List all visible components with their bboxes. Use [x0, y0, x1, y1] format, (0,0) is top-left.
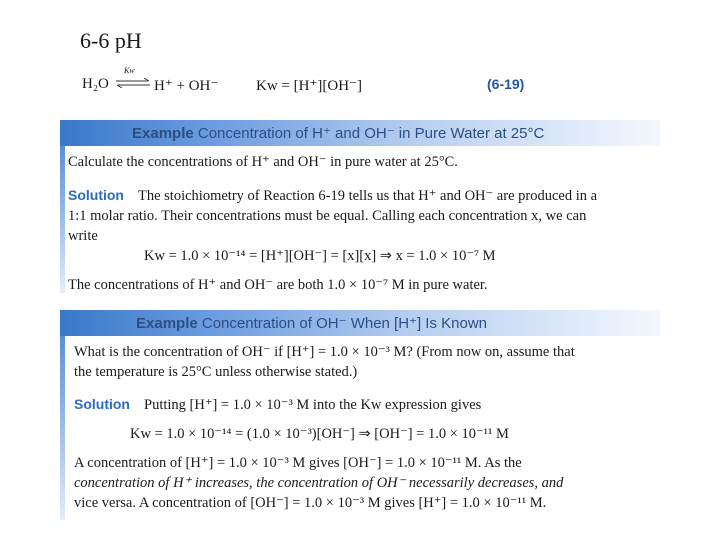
example-label: Example: [132, 125, 194, 142]
example-heading: Concentration of OH⁻ When [H⁺] Is Known: [201, 315, 487, 332]
example-question: What is the concentration of OH⁻ if [H⁺] = 1.0 × 10⁻³ M? (From now on, assume that: [74, 344, 575, 360]
example-question: Calculate the concentrations of H⁺ and OH⁻ in pure water at 25°C.: [68, 154, 458, 170]
example-box-2: [60, 310, 660, 520]
example-question: the temperature is 25°C unless otherwise stated.): [74, 364, 358, 380]
solution-line: write: [68, 228, 98, 244]
solution-label: Solution: [68, 187, 124, 203]
solution-line: 1:1 molar ratio. Their concentrations must be equal. Calling each concentration x, we can: [68, 208, 587, 224]
example-title: [132, 124, 544, 142]
example-box-1: [60, 120, 660, 293]
equation-number: (6-19): [487, 76, 525, 92]
kw-expression: Kw = [H⁺][OH⁻]: [256, 78, 362, 94]
example-heading: Concentration of H⁺ and OH⁻ in Pure Water at 25°C: [197, 125, 545, 142]
example-conclusion: concentration of H⁺ increases, the concentration of OH⁻ necessarily decreases, and: [74, 475, 564, 491]
solution-equation: Kw = 1.0 × 10⁻¹⁴ = (1.0 × 10⁻³)[OH⁻] ⇒ [OH⁻] = 1.0 × 10⁻¹¹ M: [130, 426, 509, 442]
solution-label: Solution: [74, 396, 130, 412]
solution-line: The stoichiometry of Reaction 6-19 tells us that H⁺ and OH⁻ are produced in a: [138, 188, 598, 204]
example-conclusion: The concentrations of H⁺ and OH⁻ are both 1.0 × 10⁻⁷ M in pure water.: [68, 277, 488, 293]
example-title: [136, 314, 487, 332]
equilibrium-arrow-icon: [114, 66, 152, 92]
example-conclusion: vice versa. A concentration of [OH⁻] = 1.0 × 10⁻³ M gives [H⁺] = 1.0 × 10⁻¹¹ M.: [74, 495, 547, 511]
slide-title: 6-6 pH: [80, 28, 142, 53]
example-side-bar: [60, 336, 65, 520]
example-side-bar: [60, 146, 65, 293]
example-label: Example: [136, 315, 198, 332]
solution-line: Putting [H⁺] = 1.0 × 10⁻³ M into the Kw expression gives: [144, 397, 482, 413]
reactant: H₂O: [82, 76, 109, 92]
products: H⁺ + OH⁻: [154, 78, 219, 94]
solution-equation: Kw = 1.0 × 10⁻¹⁴ = [H⁺][OH⁻] = [x][x] ⇒ x = 1.0 × 10⁻⁷ M: [144, 248, 496, 264]
example-conclusion: A concentration of [H⁺] = 1.0 × 10⁻³ M gives [OH⁻] = 1.0 × 10⁻¹¹ M. As the: [74, 455, 522, 471]
reaction-equation: [82, 66, 542, 96]
arrow-kw-label: Kw: [124, 66, 135, 75]
